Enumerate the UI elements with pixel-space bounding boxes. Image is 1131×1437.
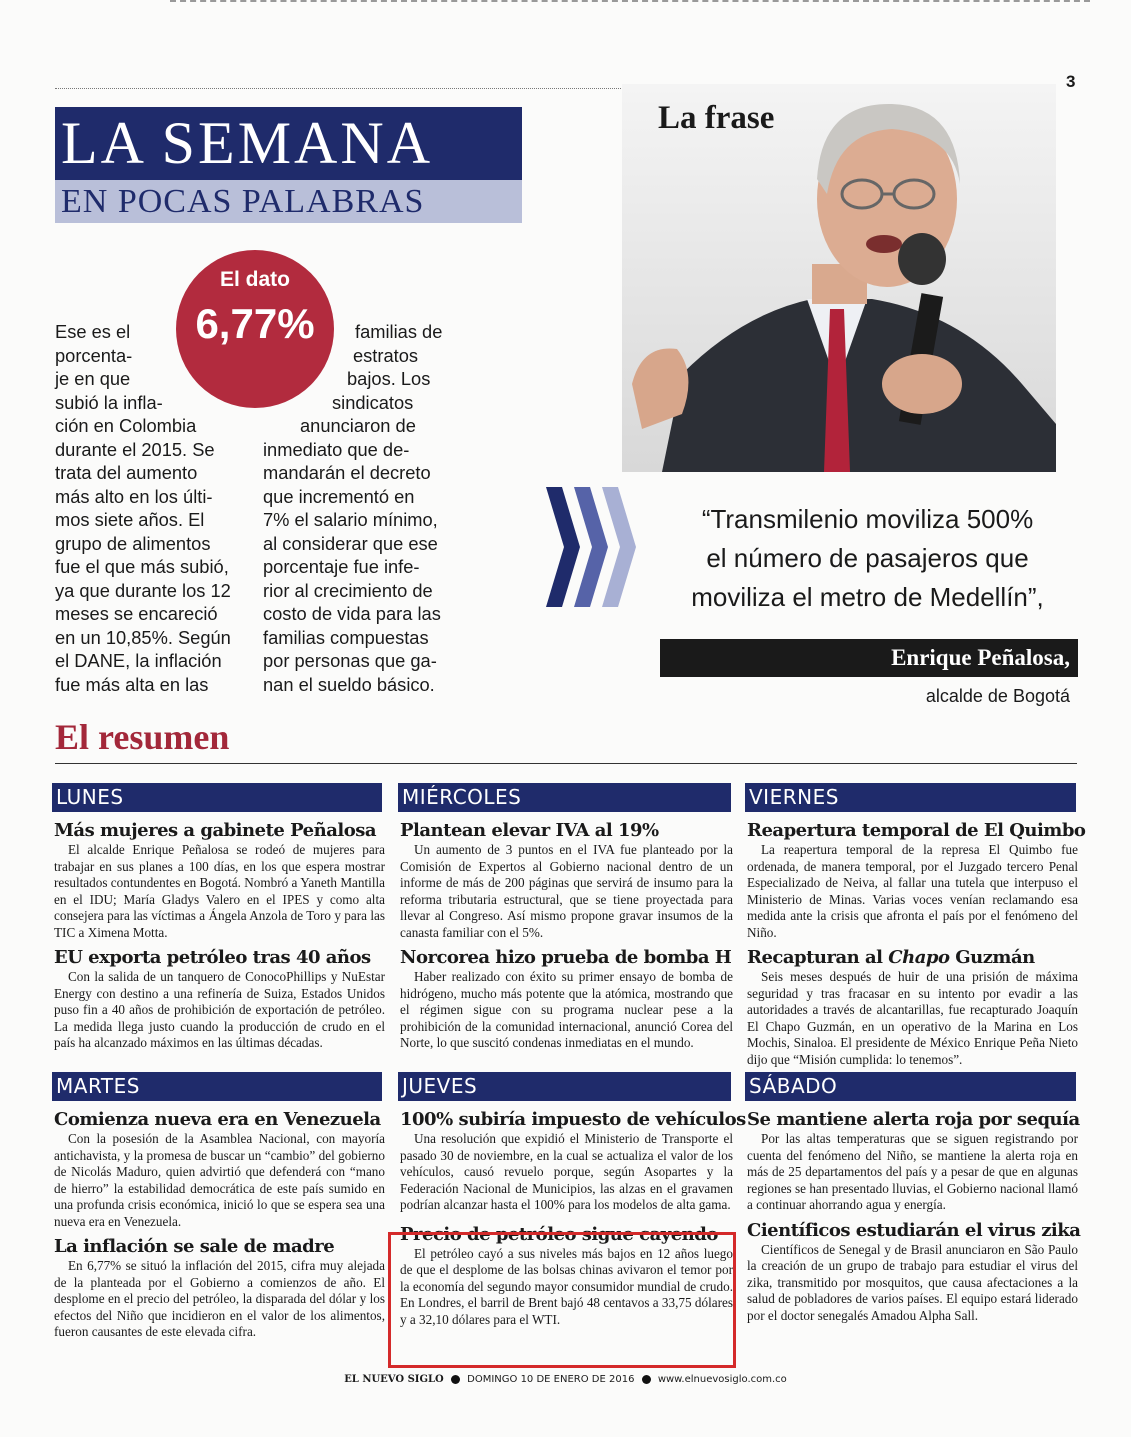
- article: [745, 947, 1078, 1068]
- column-viernes: [745, 783, 1086, 1068]
- day-header-lunes: LUNES: [52, 783, 382, 812]
- article-title: Se mantiene alerta roja por sequía: [747, 1109, 1080, 1130]
- dato-text-line: nan el sueldo básico.: [263, 673, 435, 695]
- column-martes: [52, 1072, 385, 1341]
- footer-date: DOMINGO 10 DE ENERO DE 2016: [467, 1374, 635, 1385]
- dato-text-line: 7% el salario mínimo,: [263, 509, 438, 530]
- dato-text-line: grupo de alimentos: [55, 532, 211, 554]
- article: [745, 1219, 1081, 1325]
- article: [52, 947, 385, 1052]
- article-title: Más mujeres a gabinete Peñalosa: [54, 820, 376, 841]
- dato-text-line: estratos: [353, 344, 419, 366]
- speaker-portrait-photo: [622, 84, 1056, 472]
- dato-text-line: más alto en los últi-: [55, 485, 213, 507]
- dato-text-line: trata del aumento: [55, 462, 198, 483]
- page-number: 3: [1066, 72, 1076, 91]
- article-body: El alcalde Enrique Peñalosa se rodeó de mujeres para trabajar en sus planes a 100 días, en los que espera mostrar resultados contundentes en Bogotá. Nombró a Yaneth Mantilla en el IDU; María Gladys Valero en el IPES y como alta consejera para las víctimas a Ángela Anzola de Toro y para las TIC a Ximena Motta.: [54, 842, 385, 940]
- article: [398, 947, 733, 1052]
- article-body: Seis meses después de huir de una prisión de máxima seguridad y tras fracasar en su intento por evadir a las autoridades a través de alcantarillas, fue recapturado Joaquín El Chapo Guzmán, en un operativo de la Marina en Los Mochis, Sinaloa. El presidente de México Enrique Peña Nieto dijo que “Misión cumplida: lo tenemos”.: [747, 969, 1078, 1067]
- masthead-title: LA SEMANA: [55, 107, 522, 180]
- title-emphasis: Chapo: [888, 947, 950, 968]
- column-sabado: [745, 1072, 1081, 1324]
- article-body: Una resolución que expidió el Ministerio de Transporte el pasado 30 de noviembre, en la cual se actualiza el valor de los vehículos, causó revuelo porque, según Asopartes y la Federación Nacional de Municipios, las alzas en el gravamen podrían alcanzar hasta el 100% para los modelos de alta gama.: [400, 1131, 733, 1212]
- quote-line: “Transmilenio moviliza 500%: [701, 504, 1034, 534]
- bullet-icon: [642, 1375, 651, 1384]
- masthead-subtitle: EN POCAS PALABRAS: [55, 180, 522, 223]
- quote-author-role: alcalde de Bogotá: [925, 686, 1070, 706]
- article-body: Con la posesión de la Asamblea Nacional, con mayoría antichavista, y la promesa de buscar un “cambio” del gobierno de Nicolás Maduro, quien advirtió que defenderá con “mano de hierro” la estabilidad democrática de este país sumido en una profunda crisis económica, inició lo que se espera sea una nueva era en Venezuela.: [54, 1131, 385, 1229]
- article-title: Plantean elevar IVA al 19%: [400, 820, 659, 841]
- dato-text-line: en un 10,85%. Según: [55, 626, 231, 648]
- article-title: 100% subiría impuesto de vehículos: [400, 1109, 746, 1130]
- dato-text-line: bajos. Los: [347, 368, 431, 389]
- dato-text-line: porcentaje fue infe-: [263, 556, 420, 577]
- dato-text-line: durante el 2015. Se: [55, 438, 215, 460]
- day-header-jueves: JUEVES: [398, 1072, 731, 1101]
- dato-circle: [176, 250, 334, 408]
- footer-logo: EL NUEVO SIGLO: [344, 1374, 444, 1385]
- quote-author: Enrique Peñalosa,: [660, 639, 1078, 677]
- triple-chevron-icon: [546, 487, 638, 607]
- article-title: Comienza nueva era en Venezuela: [54, 1109, 381, 1130]
- quote-line: el número de pasajeros que: [706, 543, 1029, 573]
- quote-line: moviliza el metro de Medellín”,: [691, 582, 1044, 612]
- title-part: Recapturan al: [747, 947, 889, 968]
- scan-edge: [170, 0, 1090, 5]
- frase-label: La frase: [658, 100, 775, 136]
- column-lunes: [52, 783, 385, 1052]
- article: [745, 1109, 1078, 1214]
- dato-text-line: anunciaron de: [300, 415, 416, 436]
- article: [398, 820, 733, 941]
- dato-text-line: rior al crecimiento de: [263, 579, 433, 601]
- highlight-box: [388, 1232, 736, 1368]
- article-body: La reapertura temporal de la represa El Quimbo fue ordenada, de manera temporal, por el Juzgado tercero Penal Especializado de Neiva, al fallar una tutela que interpuso el Ministerio de Minas. Varias voces venían reclamando esa medida ante la crisis que afronta el país por el fenómeno del Niño.: [747, 842, 1078, 940]
- article-body: Un aumento de 3 puntos en el IVA fue planteado por la Comisión de Expertos al Gobierno nacional dentro de un informe de más de 200 páginas que servirá de insumo para la reforma tributaria estructural, que se tiene proyectada para llevar al Congreso. Así mismo propone gravar insumos de la canasta familiar con el 5%.: [400, 842, 733, 940]
- article-title: Científicos estudiarán el virus zika: [747, 1219, 1081, 1241]
- dato-text-line: ya que durante los 12: [55, 579, 231, 601]
- article-body: Científicos de Senegal y de Brasil anunciaron en São Paulo la creación de un grupo de trabajo para estudiar el virus del zika, transmitido por mosquitos, que causa afectaciones a la salud de pobladores de varios países. El equipo estará liderado por el doctor senegalés Amadou Alpha Sall.: [747, 1241, 1078, 1323]
- article-body: Con la salida de un tanquero de ConocoPhillips y NuEstar Energy con destino a una refinería de Suiza, Estados Unidos puso fin a 40 años de prohibición de exportación de petróleo. La medida llega justo cuando la producción de crudo en el país ha alcanzado máximos en las últimas décadas.: [54, 969, 385, 1050]
- dato-text-line: Ese es el: [55, 321, 131, 342]
- article-title: Reapertura temporal de El Quimbo: [747, 820, 1086, 841]
- article-body: Haber realizado con éxito su primer ensayo de bomba de hidrógeno, mucho más potente que la atómica, mostrando que el régimen sigue con su programa nuclear pese a la prohibición de la comunidad internacional, anunció Corea del Norte, lo que suscitó condenas inmediatas en el mundo.: [400, 969, 733, 1050]
- article: [52, 1236, 385, 1341]
- resumen-rule: [55, 763, 1077, 764]
- resumen-title: El resumen: [55, 717, 230, 757]
- dato-text-line: familias de: [355, 321, 443, 342]
- dato-text-line: fue más alta en las: [55, 673, 209, 695]
- day-header-martes: MARTES: [52, 1072, 382, 1101]
- dato-text-line: mandarán el decreto: [263, 462, 431, 483]
- dato-text-line: mos siete años. El: [55, 509, 205, 530]
- dato-text-line: fue el que más subió,: [55, 556, 229, 577]
- bullet-icon: [451, 1375, 460, 1384]
- section-masthead: [55, 107, 522, 223]
- dato-text-line: costo de vida para las: [263, 603, 441, 624]
- page-footer: [0, 1374, 1131, 1385]
- dato-text-line: sindicatos: [332, 391, 414, 413]
- frase-quote: [650, 500, 1085, 617]
- dato-text-line: inmediato que de-: [263, 438, 410, 460]
- dato-text-line: que incrementó en: [263, 485, 415, 507]
- article-title: EU exporta petróleo tras 40 años: [54, 947, 371, 968]
- column-miercoles: [398, 783, 733, 1052]
- dato-text-line: meses se encareció: [55, 603, 218, 624]
- article-body: En 6,77% se situó la inflación del 2015, cifra muy alejada de la planteada por el Gobierno a comienzos de año. El desplome en el precio del petróleo, la disparada del dólar y los efectos del Niño que incidieron en el valor de los alimentos, fueron causantes de este elevada cifra.: [54, 1258, 385, 1339]
- article-title: La inflación se sale de madre: [54, 1236, 335, 1257]
- dato-text-line: el DANE, la inflación: [55, 650, 222, 671]
- dato-text-line: familias compuestas: [263, 626, 429, 648]
- article-body: Por las altas temperaturas que se siguen registrando por cuenta del fenómeno del Niño, se mantiene la alerta roja en más de 25 departamentos del país y a pesar de que en algunas regiones se han presentado lluvias, el Gobierno nacional llamó a continuar ahorrando agua y energía.: [747, 1131, 1078, 1212]
- article: [745, 820, 1086, 941]
- day-header-miercoles: MIÉRCOLES: [398, 783, 731, 812]
- article: [52, 820, 385, 941]
- article-title: [747, 947, 1078, 969]
- dato-text-line: subió la infla-: [55, 391, 163, 413]
- dato-text-line: ción en Colombia: [55, 415, 197, 436]
- day-header-sabado: SÁBADO: [745, 1072, 1076, 1101]
- dato-text-line: porcenta-: [55, 344, 133, 366]
- article-title: Norcorea hizo prueba de bomba H: [400, 947, 732, 968]
- dato-text-line: al considerar que ese: [263, 532, 438, 554]
- title-part: Guzmán: [949, 947, 1035, 968]
- article-title: Precio de petróleo sigue cayendo: [400, 1223, 718, 1245]
- dato-value: 6,77%: [195, 300, 315, 347]
- footer-url: www.elnuevosiglo.com.co: [657, 1374, 787, 1385]
- day-header-viernes: VIERNES: [745, 783, 1076, 812]
- article: [398, 1109, 746, 1214]
- article-body: El petróleo cayó a sus niveles más bajos en 12 años luego de que el desplome de las bolsas chinas avivaron el temor por la economía del segundo mayor consumidor mundial de crudo. En Londres, el barril de Brent bajó 48 centavos a 33,75 dólares y a 32,10 dólares para el WTI.: [400, 1245, 733, 1327]
- dato-text-line: je en que: [55, 368, 131, 389]
- dato-label: El dato: [219, 268, 290, 291]
- article: [52, 1109, 385, 1230]
- dato-text-line: por personas que ga-: [263, 650, 437, 671]
